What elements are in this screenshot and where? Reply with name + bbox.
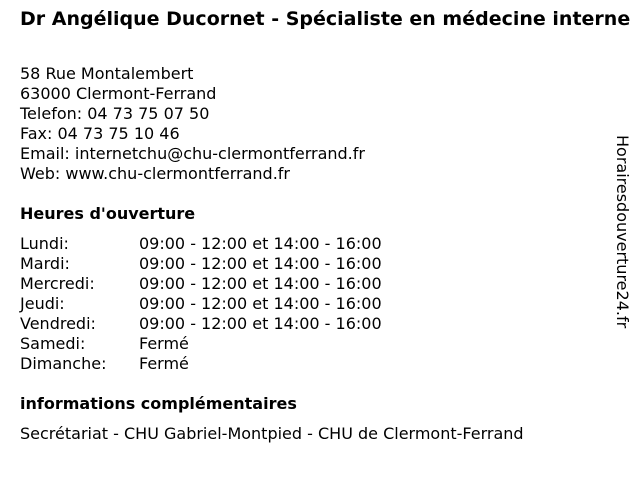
street-address: 58 Rue Montalembert bbox=[20, 64, 194, 83]
day-label: Dimanche: bbox=[20, 354, 107, 373]
time-value: 09:00 - 12:00 et 14:00 - 16:00 bbox=[139, 294, 382, 313]
time-value: 09:00 - 12:00 et 14:00 - 16:00 bbox=[139, 314, 382, 333]
watermark-text: Horairesdouverture24.fr bbox=[613, 135, 632, 329]
watermark bbox=[612, 135, 632, 345]
website-address: Web: www.chu-clermontferrand.fr bbox=[20, 164, 291, 183]
time-value: 09:00 - 12:00 et 14:00 - 16:00 bbox=[139, 274, 382, 293]
additional-info-heading: informations complémentaires bbox=[20, 394, 297, 413]
time-value: 09:00 - 12:00 et 14:00 - 16:00 bbox=[139, 234, 382, 253]
day-label: Lundi: bbox=[20, 234, 69, 253]
day-label: Samedi: bbox=[20, 334, 86, 353]
city-address: 63000 Clermont-Ferrand bbox=[20, 84, 217, 103]
fax-number: Fax: 04 73 75 10 46 bbox=[20, 124, 180, 143]
additional-info-text: Secrétariat - CHU Gabriel-Montpied - CHU de Clermont-Ferrand bbox=[20, 424, 524, 443]
page-title: Dr Angélique Ducornet - Spécialiste en médecine interne bbox=[20, 8, 631, 30]
time-value: Fermé bbox=[139, 354, 189, 373]
day-label: Mercredi: bbox=[20, 274, 95, 293]
day-label: Jeudi: bbox=[20, 294, 65, 313]
day-label: Vendredi: bbox=[20, 314, 96, 333]
day-label: Mardi: bbox=[20, 254, 70, 273]
contact-block bbox=[20, 64, 365, 184]
email-address: Email: internetchu@chu-clermontferrand.fr bbox=[20, 144, 365, 163]
phone-number: Telefon: 04 73 75 07 50 bbox=[20, 104, 210, 123]
time-value: Fermé bbox=[139, 334, 189, 353]
time-value: 09:00 - 12:00 et 14:00 - 16:00 bbox=[139, 254, 382, 273]
opening-hours-heading: Heures d'ouverture bbox=[20, 204, 196, 223]
